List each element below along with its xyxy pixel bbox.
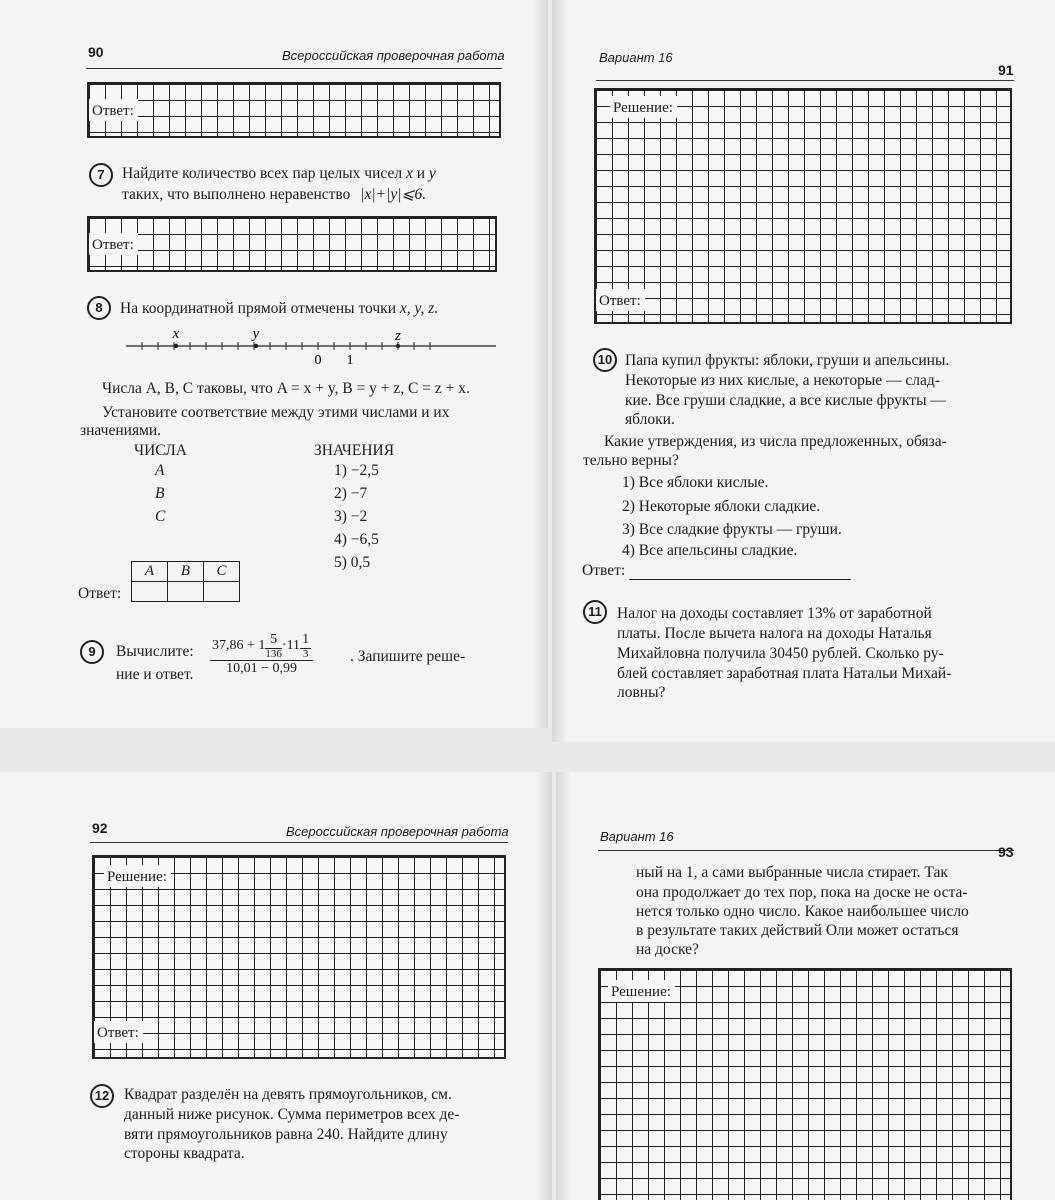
page-number: 92 [92,820,108,836]
q9-num-a: 37,86 + 1 [212,638,266,654]
header-rule [86,68,502,69]
answer-grid[interactable] [87,216,497,272]
solution-grid[interactable] [598,968,1012,1200]
answer-label: Ответ: [89,233,138,255]
text-line-3: нется только одно число. Какое наибольшее число [636,903,969,920]
q12-line-3: вяти прямоугольников равна 240. Найдите длину [124,1126,448,1143]
q10-answer [582,562,851,580]
q9-label: Вычислите: [116,643,194,660]
value-3: 3) −2 [334,508,368,525]
q8-condition: Числа A, B, C таковы, что A = x + y, B = y + z, C = z + x. [102,380,470,397]
answer-label: Ответ: [596,289,645,311]
q7-line-2 [122,186,426,204]
q11-line-2: платы. После вычета налога на доходы Наталья [617,625,932,642]
number-line [118,326,500,366]
answer-label: Ответ: [89,99,138,121]
q9-numerator [210,632,313,661]
q9-line-2: ние и ответ. [116,666,194,683]
number-a: A [155,462,165,479]
question-number-12: 12 [90,1084,114,1108]
text-line-5: на доске? [636,941,699,958]
q12-line-2: данный ниже рисунок. Сумма периметров всех де- [124,1106,460,1123]
q7-var-y: y [428,165,436,182]
answer-label: Ответ: [78,585,122,602]
q10-line-3: кие. Все груши сладкие, а все кислые фрукты — [625,392,946,409]
solution-label: Решение: [610,96,677,118]
answer-label: Ответ: [582,562,626,579]
gutter-shadow [532,0,548,728]
q10-line-1: Папа купил фрукты: яблоки, груши и апельсины. [625,352,950,369]
running-header: Вариант 16 [599,50,673,65]
q12-line-4: стороны квадрата. [124,1145,245,1162]
page-number: 91 [998,62,1014,78]
q11-line-3: Михайловна получила 30450 рублей. Сколько ру- [617,645,944,662]
answer-table[interactable] [131,561,240,602]
q10-question-1: Какие утверждения, из числа предложенных, обяза- [604,433,947,450]
running-header: Вариант 16 [600,829,674,844]
q11-line-4: блей составляет заработная плата Натальи Михай- [617,665,952,682]
q9-expression [210,632,313,677]
question-number-11: 11 [583,600,607,624]
q11-line-1: Налог на доходы составляет 13% от заработной [617,605,932,622]
point-z [396,344,400,348]
answer-header-b: B [168,562,204,582]
q8-instruction-2: значениями. [80,422,162,439]
question-number-10: 10 [593,348,617,372]
answer-header-a: A [132,562,168,582]
header-rule [596,80,1014,81]
page-93 [556,772,1055,1200]
tick-zero: 0 [314,353,322,366]
page-90 [0,0,548,728]
q9-main-fraction [210,632,313,677]
q10-line-4: яблоки. [625,411,675,428]
header-rule [598,850,1014,851]
answer-cell-c[interactable] [204,582,240,602]
q10-line-2: Некоторые из них кислые, а некоторые — слад- [625,372,940,389]
col-values-header: ЗНАЧЕНИЯ [314,442,395,459]
gutter-shadow [556,772,572,1200]
label-y: y [252,326,260,342]
solution-label: Решение: [104,865,171,887]
col-numbers-header: ЧИСЛА [134,442,187,459]
point-x [174,344,178,348]
value-1: 1) −2,5 [334,462,379,479]
q8-instruction-1: Установите соответствие между этими числами и их [102,404,450,421]
page-92 [0,772,552,1200]
q9-frac-1-den: 136 [265,648,282,660]
q10-option-4[interactable]: 4) Все апельсины сладкие. [622,542,798,559]
q10-option-3[interactable]: 3) Все сладкие фрукты — груши. [622,521,842,538]
q10-option-2[interactable]: 2) Некоторые яблоки сладкие. [622,498,821,515]
q9-tail: . Запишите реше- [350,648,466,665]
q9-frac-1-num: 5 [265,632,282,649]
q7-and: и [416,165,426,182]
answer-line[interactable] [629,566,851,580]
q9-frac-2 [300,632,311,660]
q12-line-1: Квадрат разделён на девять прямоугольников, см. [124,1086,452,1103]
text-line-4: в результате таких действий Оли может остаться [636,922,959,939]
solution-grid[interactable] [594,88,1012,324]
gutter-shadow [536,772,552,1200]
solution-label: Решение: [608,980,675,1002]
q7-line-1 [122,165,436,183]
q7-var-x: x [405,165,413,182]
q9-denominator: 10,01 − 0,99 [226,661,297,676]
gutter-shadow [552,0,568,742]
value-5: 5) 0,5 [334,554,371,571]
question-number-9: 9 [80,640,104,664]
q9-frac-1 [265,632,282,660]
answer-label: Ответ: [94,1021,143,1043]
q10-option-1[interactable]: 1) Все яблоки кислые. [622,474,769,491]
q9-dot: ·11 [281,638,301,654]
value-2: 2) −7 [334,485,368,502]
running-header: Всероссийская проверочная работа [282,48,505,63]
label-x: x [172,326,180,342]
answer-grid[interactable] [87,82,501,138]
q9-frac-2-num: 1 [302,632,310,647]
q10-question-2: тельно верны? [583,452,679,469]
q8-line-1 [120,300,438,318]
q7-text-2: таких, что выполнено неравенство [122,186,351,203]
q8-text: На координатной прямой отмечены точки [120,300,397,317]
text-line-1: ный на 1, а сами выбранные числа стирает. Так [636,864,948,881]
text-line-2: она продолжает до тех пор, пока на доске не оста- [636,884,968,901]
q11-line-5: ловны? [617,684,666,701]
page-91 [552,0,1055,742]
answer-header-c: C [204,562,240,582]
q7-formula: |x|+|y|⩽6. [360,186,427,203]
number-b: B [155,485,165,502]
q8-points: x, y, z. [399,300,439,317]
tick-one: 1 [346,353,354,366]
page-number: 93 [998,844,1014,860]
point-y [254,344,258,348]
header-rule [90,842,508,843]
answer-cell-a[interactable] [132,582,168,602]
page-number: 90 [88,44,104,60]
value-4: 4) −6,5 [334,531,379,548]
answer-cell-b[interactable] [168,582,204,602]
number-c: C [155,508,166,525]
running-header: Всероссийская проверочная работа [286,824,509,839]
q7-text: Найдите количество всех пар целых чисел [122,165,403,182]
question-number-7: 7 [89,163,113,187]
question-number-8: 8 [87,296,111,320]
label-z: z [395,328,401,344]
solution-grid[interactable] [92,855,506,1059]
q9-frac-2-den: 3 [302,648,309,660]
